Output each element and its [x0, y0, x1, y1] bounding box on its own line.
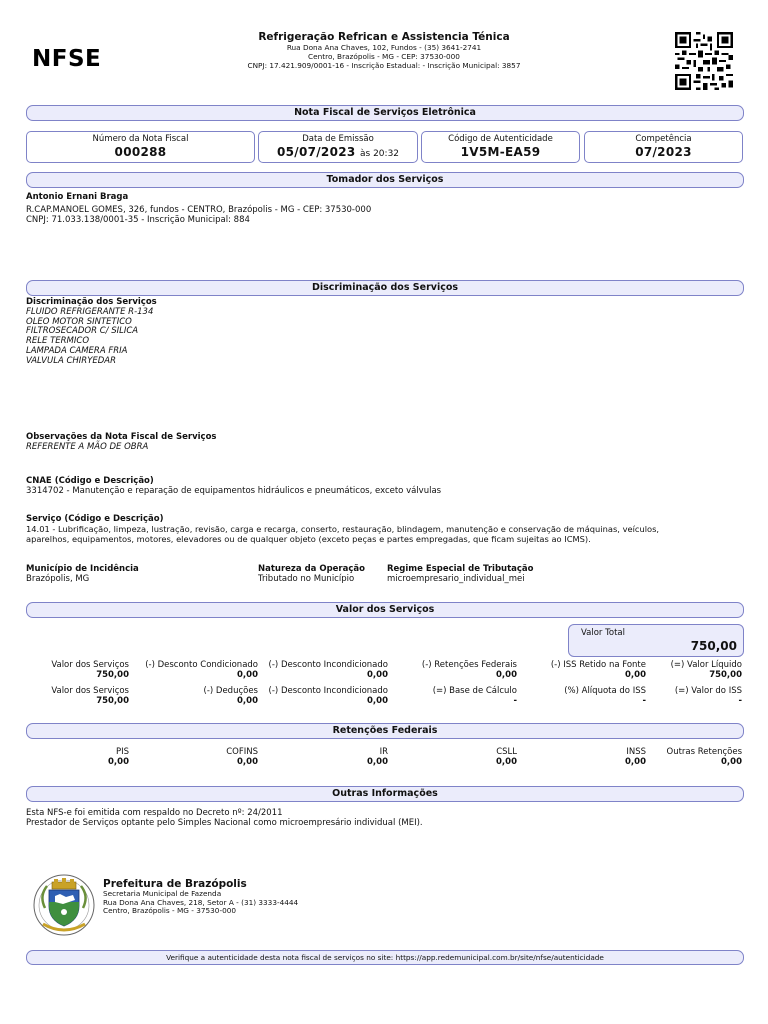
valor-cell-value: 0,00 [496, 670, 517, 680]
outras-block [26, 809, 423, 829]
cnae-title: CNAE (Código e Descrição) [26, 476, 154, 486]
valor-cell-value: 0,00 [367, 696, 388, 706]
competencia-label: Competência [635, 134, 692, 144]
discriminacao-block [26, 298, 157, 367]
valor-cell-label: (=) Valor Líquido [670, 660, 742, 670]
competencia-box [584, 131, 743, 163]
valor-cell-label: Valor dos Serviços [51, 660, 129, 670]
valor-cell-value: - [738, 696, 742, 706]
valor-cell-value: - [513, 696, 517, 706]
hora-emissao-value: às 20:32 [360, 149, 400, 159]
valor-cell [622, 686, 742, 706]
nfse-logo: NFSE [32, 46, 102, 72]
tomador-ids: CNPJ: 71.033.138/0001-35 - Inscrição Municipal: 884 [26, 214, 250, 225]
qr-code-icon[interactable] [674, 32, 734, 90]
servico-text-2: aparelhos, equipamentos, motores, elevadores ou de qualquer objeto (exceto peças e partes empregadas, que ficam sujeitas ao ICMS). [26, 533, 591, 544]
municipal-seal-icon [33, 874, 95, 936]
municipio-value: Brazópolis, MG [26, 573, 90, 584]
valor-total-box [568, 624, 744, 657]
retencao-cell [268, 747, 388, 767]
issuer-address: Rua Dona Ana Chaves, 102, Fundos - (35) 3641-2741 [286, 43, 482, 52]
servico-block [26, 515, 742, 544]
municipio-label: Município de Incidência [26, 564, 139, 574]
service-item: LAMPADA CAMERA FRIA [26, 345, 128, 356]
regime-label: Regime Especial de Tributação [387, 564, 534, 574]
codigo-autenticidade-label: Código de Autenticidade [448, 134, 553, 144]
observacoes-block [26, 433, 216, 453]
service-item: VALVULA CHIRYEDAR [26, 355, 117, 366]
issuer-name: Refrigeração Refrican e Assistencia Ténica [258, 31, 510, 43]
data-emissao-box [258, 131, 418, 163]
retencao-value: 0,00 [237, 757, 258, 767]
retencao-value: 0,00 [367, 757, 388, 767]
issuer-city: Centro, Brazópolis - MG - CEP: 37530-000 [308, 52, 460, 61]
prefeitura-dept: Secretaria Municipal de Fazenda [103, 889, 222, 898]
valor-cell-label: (%) Alíquota do ISS [564, 686, 646, 696]
valor-cell-value: 750,00 [96, 670, 129, 680]
service-item: FILTROSECADOR C/ SILICA [26, 326, 139, 337]
valor-cell-label: (-) Desconto Incondicionado [268, 660, 388, 670]
prefeitura-city: Centro, Brazópolis - MG - 37530-000 [103, 906, 237, 916]
valor-cell-label: (-) ISS Retido na Fonte [550, 660, 646, 670]
prefeitura-address: Rua Dona Ana Chaves, 218, Setor A - (31) 3333-4444 [103, 897, 299, 907]
valor-cell-value: 0,00 [367, 670, 388, 680]
retencao-cell [138, 747, 258, 767]
numero-nota-value: 000288 [114, 145, 167, 159]
valor-cell [622, 660, 742, 680]
retencao-cell [622, 747, 742, 767]
valor-cell-label: (-) Desconto Condicionado [145, 660, 258, 670]
retencao-cell [397, 747, 517, 767]
retencao-label: Outras Retenções [666, 747, 742, 757]
valor-cell-label: Valor dos Serviços [51, 686, 129, 696]
section-nota-fiscal: Nota Fiscal de Serviços Eletrônica [26, 105, 744, 121]
prefeitura-name: Prefeitura de Brazópolis [103, 878, 247, 890]
retencao-cell [9, 747, 129, 767]
municipio-block [26, 565, 139, 585]
section-outras: Outras Informações [26, 786, 744, 802]
section-retencoes: Retenções Federais [26, 723, 744, 739]
retencao-label: IR [379, 747, 388, 757]
data-emissao-value: 05/07/2023 [276, 145, 356, 159]
valor-cell-value: 0,00 [625, 670, 646, 680]
retencao-label: PIS [115, 747, 129, 757]
valor-cell [397, 660, 517, 680]
natureza-label: Natureza da Operação [258, 564, 365, 574]
outras-line-2: Prestador de Serviços optante pelo Simples Nacional como microempresário individual (MEI). [26, 817, 423, 828]
service-item: OLEO MOTOR SINTETICO [26, 316, 132, 327]
service-item: FLUIDO REFRIGERANTE R-134 [26, 306, 154, 317]
valor-cell [397, 686, 517, 706]
observacoes-title: Observações da Nota Fiscal de Serviços [26, 432, 217, 442]
valor-cell-value: - [642, 696, 646, 706]
data-emissao-label: Data de Emissão [302, 134, 374, 144]
section-valor: Valor dos Serviços [26, 602, 744, 618]
natureza-block [258, 565, 365, 585]
verification-footer[interactable]: Verifique a autenticidade desta nota fiscal de serviços no site: https://app.redemunicipal.com.br/site/nfse/autenticidade [26, 950, 744, 965]
retencao-value: 0,00 [496, 757, 517, 767]
issuer-ids: CNPJ: 17.421.909/0001-16 - Inscrição Estadual: - Inscrição Municipal: 3857 [247, 61, 521, 70]
tomador-name: Antonio Ernani Braga [26, 192, 129, 202]
section-tomador: Tomador dos Serviços [26, 172, 744, 188]
cnae-text: 3314702 - Manutenção e reparação de equipamentos hidráulicos e pneumáticos, exceto válvulas [26, 485, 442, 496]
valor-total-label: Valor Total [581, 628, 625, 638]
valor-cell-label: (=) Base de Cálculo [432, 686, 517, 696]
section-discriminacao: Discriminação dos Serviços [26, 280, 744, 296]
valor-cell-label: (-) Retenções Federais [421, 660, 517, 670]
retencao-label: CSLL [496, 747, 517, 757]
retencao-label: COFINS [226, 747, 258, 757]
regime-block [387, 565, 534, 585]
valor-cell-label: (-) Deduções [203, 686, 258, 696]
codigo-autenticidade-value: 1V5M-EA59 [460, 145, 541, 159]
retencao-value: 0,00 [108, 757, 129, 767]
valor-cell [138, 686, 258, 706]
retencao-value: 0,00 [721, 757, 742, 767]
prefeitura-block [103, 878, 298, 916]
competencia-value: 07/2023 [635, 145, 692, 159]
servico-title: Serviço (Código e Descrição) [26, 514, 164, 524]
retencao-label: INSS [626, 747, 646, 757]
numero-nota-label: Número da Nota Fiscal [92, 134, 189, 144]
tomador-block [26, 193, 371, 225]
valor-cell-value: 750,00 [96, 696, 129, 706]
valor-cell-value: 0,00 [237, 696, 258, 706]
valor-cell-value: 0,00 [237, 670, 258, 680]
valor-cell-label: (=) Valor do ISS [674, 686, 742, 696]
observacoes-text: REFERENTE A MÃO DE OBRA [26, 441, 149, 452]
tomador-address: R.CAP.MANOEL GOMES, 326, fundos - CENTRO, Brazópolis - MG - CEP: 37530-000 [26, 204, 372, 215]
valor-cell [138, 660, 258, 680]
valor-cell-label: (-) Desconto Incondicionado [268, 686, 388, 696]
valor-cell [9, 686, 129, 706]
numero-nota-box [26, 131, 255, 163]
valor-cell [268, 660, 388, 680]
valor-cell [9, 660, 129, 680]
regime-value: microempresario_individual_mei [387, 573, 525, 584]
valor-total-value: 750,00 [690, 639, 737, 653]
valor-cell [268, 686, 388, 706]
codigo-autenticidade-box [421, 131, 580, 163]
discriminacao-title: Discriminação dos Serviços [26, 297, 157, 307]
outras-line-1: Esta NFS-e foi emitida com respaldo no Decreto nº: 24/2011 [26, 808, 283, 818]
cnae-block [26, 477, 441, 497]
retencao-value: 0,00 [625, 757, 646, 767]
natureza-value: Tributado no Município [258, 573, 355, 584]
issuer-header [200, 31, 568, 70]
service-item: RELE TERMICO [26, 336, 90, 347]
servico-text-1: 14.01 - Lubrificação, limpeza, lustração, revisão, carga e recarga, conserto, restauração, blindagem, manutenção e conservação de máquinas, veículos, [26, 523, 660, 534]
valor-cell-value: 750,00 [709, 670, 742, 680]
